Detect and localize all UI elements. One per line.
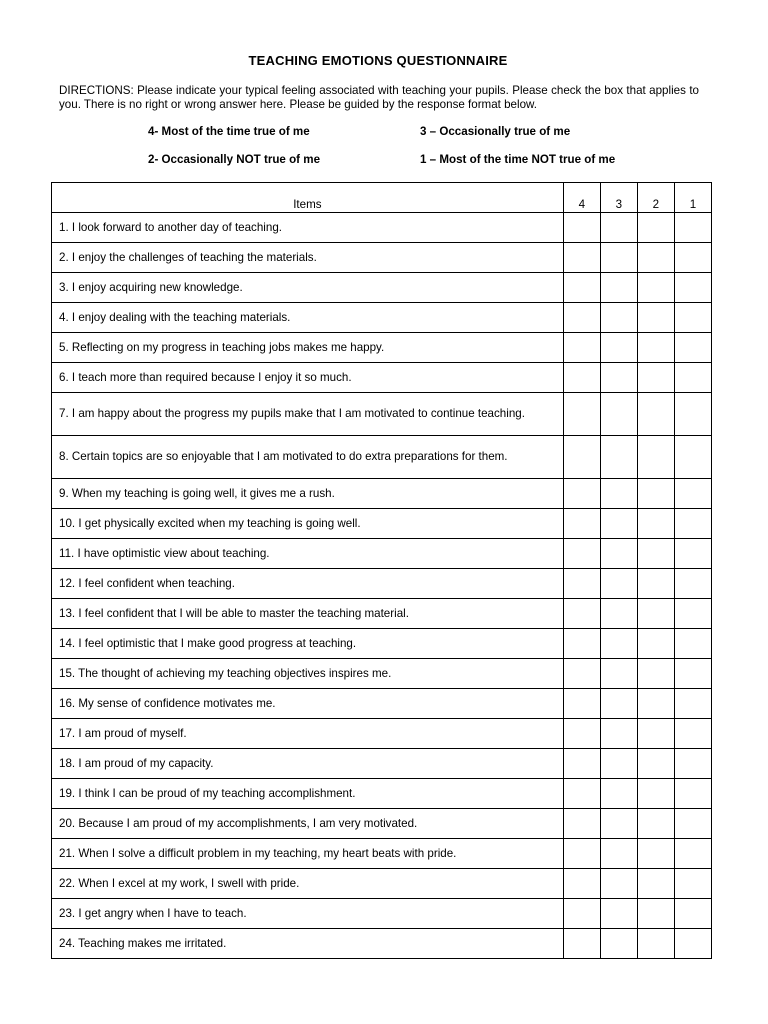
response-box-2[interactable] bbox=[637, 303, 674, 333]
response-box-2[interactable] bbox=[637, 779, 674, 809]
item-text: 6. I teach more than required because I enjoy it so much. bbox=[59, 370, 352, 384]
response-box-4[interactable] bbox=[563, 629, 600, 659]
response-box-4[interactable] bbox=[563, 899, 600, 929]
item-cell bbox=[52, 333, 564, 363]
response-box-1[interactable] bbox=[674, 436, 711, 479]
response-box-2[interactable] bbox=[637, 539, 674, 569]
page-title: TEACHING EMOTIONS QUESTIONNAIRE bbox=[248, 53, 508, 68]
response-box-4[interactable] bbox=[563, 509, 600, 539]
response-box-1[interactable] bbox=[674, 569, 711, 599]
table-row bbox=[52, 779, 712, 809]
item-cell bbox=[52, 689, 564, 719]
table-row bbox=[52, 363, 712, 393]
item-text: 9. When my teaching is going well, it gives me a rush. bbox=[59, 486, 335, 500]
items-header: Items bbox=[52, 183, 564, 213]
item-text: 18. I am proud of my capacity. bbox=[59, 756, 214, 770]
response-box-3[interactable] bbox=[600, 719, 637, 749]
item-text: 10. I get physically excited when my teaching is going well. bbox=[59, 516, 361, 530]
table-row bbox=[52, 809, 712, 839]
response-box-4[interactable] bbox=[563, 436, 600, 479]
response-box-2[interactable] bbox=[637, 599, 674, 629]
response-box-4[interactable] bbox=[563, 839, 600, 869]
questionnaire-table bbox=[51, 182, 712, 959]
response-box-3[interactable] bbox=[600, 599, 637, 629]
table-row bbox=[52, 509, 712, 539]
response-box-3[interactable] bbox=[600, 273, 637, 303]
response-box-4[interactable] bbox=[563, 333, 600, 363]
response-box-1[interactable] bbox=[674, 659, 711, 689]
item-text: 3. I enjoy acquiring new knowledge. bbox=[59, 280, 243, 294]
item-cell bbox=[52, 779, 564, 809]
table-row bbox=[52, 659, 712, 689]
table-row bbox=[52, 869, 712, 899]
response-box-3[interactable] bbox=[600, 539, 637, 569]
table-row bbox=[52, 213, 712, 243]
item-text: 2. I enjoy the challenges of teaching the materials. bbox=[59, 250, 317, 264]
scale-4-label: 4- Most of the time true of me bbox=[148, 125, 310, 138]
response-box-4[interactable] bbox=[563, 719, 600, 749]
response-box-4[interactable] bbox=[563, 213, 600, 243]
response-box-2[interactable] bbox=[637, 659, 674, 689]
response-box-1[interactable] bbox=[674, 689, 711, 719]
item-text: 17. I am proud of myself. bbox=[59, 726, 187, 740]
response-box-3[interactable] bbox=[600, 779, 637, 809]
table-row bbox=[52, 899, 712, 929]
response-box-1[interactable] bbox=[674, 749, 711, 779]
response-box-3[interactable] bbox=[600, 929, 637, 959]
response-box-4[interactable] bbox=[563, 689, 600, 719]
item-text: 13. I feel confident that I will be able to master the teaching material. bbox=[59, 606, 409, 620]
item-text: 24. Teaching makes me irritated. bbox=[59, 936, 227, 950]
response-box-4[interactable] bbox=[563, 659, 600, 689]
response-box-4[interactable] bbox=[563, 929, 600, 959]
item-text: 15. The thought of achieving my teaching objectives inspires me. bbox=[59, 666, 392, 680]
response-box-3[interactable] bbox=[600, 393, 637, 436]
column-1-header: 1 bbox=[674, 183, 711, 213]
item-cell bbox=[52, 213, 564, 243]
response-box-4[interactable] bbox=[563, 599, 600, 629]
item-cell bbox=[52, 899, 564, 929]
response-box-2[interactable] bbox=[637, 929, 674, 959]
table-row bbox=[52, 333, 712, 363]
item-cell bbox=[52, 719, 564, 749]
item-text: 11. I have optimistic view about teaching. bbox=[59, 546, 270, 560]
response-box-3[interactable] bbox=[600, 569, 637, 599]
item-cell bbox=[52, 599, 564, 629]
table-row bbox=[52, 303, 712, 333]
item-cell bbox=[52, 509, 564, 539]
item-cell bbox=[52, 629, 564, 659]
response-box-3[interactable] bbox=[600, 509, 637, 539]
response-box-2[interactable] bbox=[637, 213, 674, 243]
response-box-4[interactable] bbox=[563, 393, 600, 436]
response-box-1[interactable] bbox=[674, 539, 711, 569]
table-row bbox=[52, 539, 712, 569]
response-box-2[interactable] bbox=[637, 809, 674, 839]
response-box-3[interactable] bbox=[600, 333, 637, 363]
column-3-header: 3 bbox=[600, 183, 637, 213]
response-box-2[interactable] bbox=[637, 363, 674, 393]
table-row bbox=[52, 436, 712, 479]
response-box-1[interactable] bbox=[674, 629, 711, 659]
item-text: 12. I feel confident when teaching. bbox=[59, 576, 235, 590]
item-cell bbox=[52, 243, 564, 273]
response-box-4[interactable] bbox=[563, 243, 600, 273]
response-box-3[interactable] bbox=[600, 303, 637, 333]
item-cell bbox=[52, 363, 564, 393]
response-box-4[interactable] bbox=[563, 363, 600, 393]
item-text: 7. I am happy about the progress my pupils make that I am motivated to continue teaching. bbox=[59, 407, 525, 421]
item-cell bbox=[52, 869, 564, 899]
response-box-1[interactable] bbox=[674, 333, 711, 363]
item-text: 5. Reflecting on my progress in teaching jobs makes me happy. bbox=[59, 340, 385, 354]
table-row bbox=[52, 839, 712, 869]
table-row bbox=[52, 243, 712, 273]
item-text: 16. My sense of confidence motivates me. bbox=[59, 696, 276, 710]
directions-text: DIRECTIONS: Please indicate your typical feeling associated with teaching your pupils. Please check the box that applies to you. There is no right or wrong answer here. Please be guided by the response format below. bbox=[59, 84, 699, 111]
item-text: 1. I look forward to another day of teaching. bbox=[59, 220, 282, 234]
response-box-1[interactable] bbox=[674, 869, 711, 899]
response-box-2[interactable] bbox=[637, 869, 674, 899]
table-row bbox=[52, 599, 712, 629]
response-box-3[interactable] bbox=[600, 436, 637, 479]
response-box-2[interactable] bbox=[637, 273, 674, 303]
response-box-3[interactable] bbox=[600, 659, 637, 689]
item-text: 20. Because I am proud of my accomplishments, I am very motivated. bbox=[59, 816, 418, 830]
item-cell bbox=[52, 659, 564, 689]
response-box-1[interactable] bbox=[674, 809, 711, 839]
response-box-1[interactable] bbox=[674, 839, 711, 869]
item-cell bbox=[52, 303, 564, 333]
response-box-4[interactable] bbox=[563, 869, 600, 899]
response-box-3[interactable] bbox=[600, 479, 637, 509]
response-box-2[interactable] bbox=[637, 333, 674, 363]
response-box-1[interactable] bbox=[674, 273, 711, 303]
response-box-4[interactable] bbox=[563, 569, 600, 599]
table-row bbox=[52, 479, 712, 509]
response-box-2[interactable] bbox=[637, 719, 674, 749]
item-text: 8. Certain topics are so enjoyable that I am motivated to do extra preparations for them. bbox=[59, 450, 508, 464]
item-cell bbox=[52, 749, 564, 779]
response-box-1[interactable] bbox=[674, 719, 711, 749]
item-cell bbox=[52, 929, 564, 959]
table-row bbox=[52, 273, 712, 303]
response-box-1[interactable] bbox=[674, 779, 711, 809]
scale-1-label: 1 – Most of the time NOT true of me bbox=[420, 153, 616, 166]
response-box-1[interactable] bbox=[674, 303, 711, 333]
item-cell bbox=[52, 436, 564, 479]
item-cell bbox=[52, 273, 564, 303]
table-row bbox=[52, 393, 712, 436]
response-box-1[interactable] bbox=[674, 393, 711, 436]
response-box-3[interactable] bbox=[600, 363, 637, 393]
item-cell bbox=[52, 569, 564, 599]
response-box-1[interactable] bbox=[674, 363, 711, 393]
response-box-3[interactable] bbox=[600, 809, 637, 839]
item-text: 4. I enjoy dealing with the teaching materials. bbox=[59, 310, 291, 324]
response-box-1[interactable] bbox=[674, 243, 711, 273]
table-row bbox=[52, 719, 712, 749]
response-box-2[interactable] bbox=[637, 839, 674, 869]
response-box-4[interactable] bbox=[563, 809, 600, 839]
response-box-4[interactable] bbox=[563, 539, 600, 569]
response-box-2[interactable] bbox=[637, 749, 674, 779]
response-box-2[interactable] bbox=[637, 629, 674, 659]
response-box-2[interactable] bbox=[637, 689, 674, 719]
response-box-3[interactable] bbox=[600, 869, 637, 899]
item-cell bbox=[52, 539, 564, 569]
item-text: 22. When I excel at my work, I swell with pride. bbox=[59, 876, 300, 890]
column-2-header: 2 bbox=[637, 183, 674, 213]
response-box-3[interactable] bbox=[600, 839, 637, 869]
response-box-4[interactable] bbox=[563, 303, 600, 333]
response-box-4[interactable] bbox=[563, 779, 600, 809]
response-box-3[interactable] bbox=[600, 689, 637, 719]
response-box-3[interactable] bbox=[600, 749, 637, 779]
response-box-4[interactable] bbox=[563, 749, 600, 779]
response-box-2[interactable] bbox=[637, 479, 674, 509]
item-cell bbox=[52, 479, 564, 509]
response-box-1[interactable] bbox=[674, 479, 711, 509]
response-box-4[interactable] bbox=[563, 273, 600, 303]
table-row bbox=[52, 629, 712, 659]
scale-3-label: 3 – Occasionally true of me bbox=[420, 125, 571, 138]
item-cell bbox=[52, 839, 564, 869]
response-box-1[interactable] bbox=[674, 213, 711, 243]
table-row bbox=[52, 569, 712, 599]
item-cell bbox=[52, 393, 564, 436]
response-box-2[interactable] bbox=[637, 899, 674, 929]
response-box-1[interactable] bbox=[674, 929, 711, 959]
response-box-1[interactable] bbox=[674, 599, 711, 629]
response-box-2[interactable] bbox=[637, 436, 674, 479]
table-row bbox=[52, 929, 712, 959]
response-box-1[interactable] bbox=[674, 509, 711, 539]
response-box-4[interactable] bbox=[563, 479, 600, 509]
item-text: 14. I feel optimistic that I make good progress at teaching. bbox=[59, 636, 357, 650]
response-box-3[interactable] bbox=[600, 213, 637, 243]
item-text: 19. I think I can be proud of my teaching accomplishment. bbox=[59, 786, 356, 800]
response-box-1[interactable] bbox=[674, 899, 711, 929]
column-4-header: 4 bbox=[563, 183, 600, 213]
item-text: 23. I get angry when I have to teach. bbox=[59, 906, 247, 920]
response-box-2[interactable] bbox=[637, 569, 674, 599]
response-box-2[interactable] bbox=[637, 509, 674, 539]
scale-2-label: 2- Occasionally NOT true of me bbox=[148, 153, 321, 166]
table-row bbox=[52, 749, 712, 779]
table-row bbox=[52, 689, 712, 719]
response-box-3[interactable] bbox=[600, 899, 637, 929]
response-box-2[interactable] bbox=[637, 393, 674, 436]
response-box-2[interactable] bbox=[637, 243, 674, 273]
response-box-3[interactable] bbox=[600, 243, 637, 273]
response-box-3[interactable] bbox=[600, 629, 637, 659]
item-text: 21. When I solve a difficult problem in my teaching, my heart beats with pride. bbox=[59, 846, 457, 860]
item-cell bbox=[52, 809, 564, 839]
